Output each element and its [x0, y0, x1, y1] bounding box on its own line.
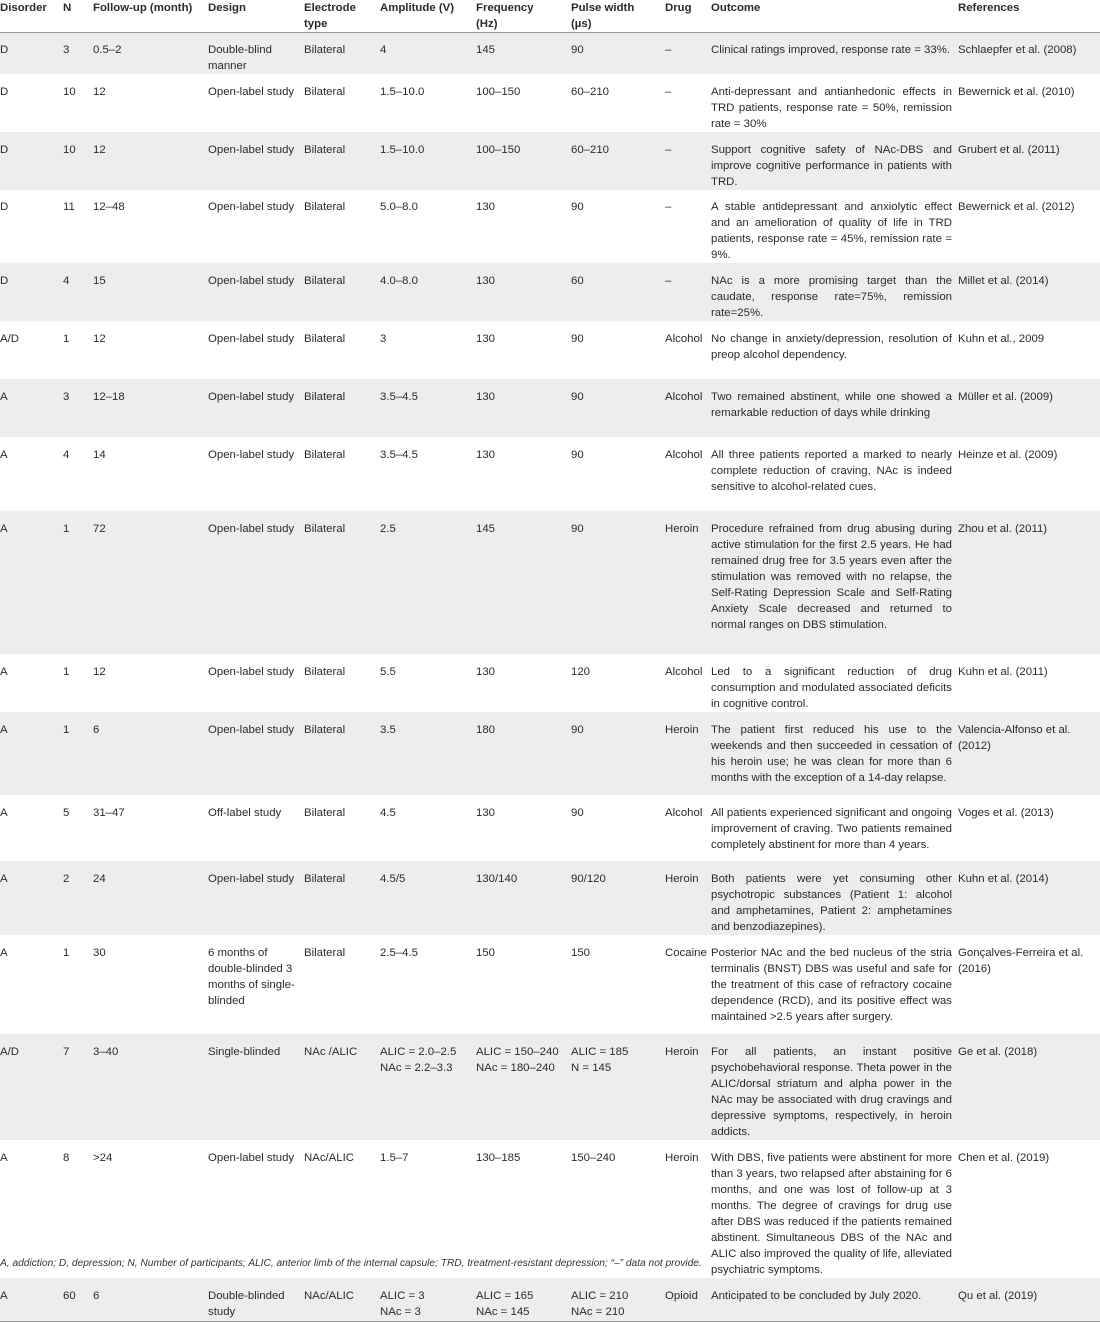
cell-frequency: 130–185: [476, 1140, 571, 1278]
cell-drug: Alcohol: [665, 379, 711, 437]
cell-frequency: 100–150: [476, 132, 571, 190]
cell-disorder: A: [0, 379, 63, 437]
cell-n: 5: [63, 795, 93, 861]
cell-design: Open-label study: [208, 74, 304, 132]
cell-followup: 12–18: [93, 379, 208, 437]
cell-pulse-width: 60–210: [571, 132, 665, 190]
cell-design: Open-label study: [208, 437, 304, 511]
cell-reference: Zhou et al. (2011): [958, 511, 1100, 654]
cell-reference: Bewernick et al. (2012): [958, 190, 1100, 263]
cell-outcome: All patients experienced significant and ongoing improvement of craving. Two patients remained completely abstinent for more than 4 years.: [711, 795, 958, 861]
table-row: [0, 379, 1100, 437]
table-row: [0, 263, 1100, 321]
cell-line: ALIC = 185: [571, 1046, 629, 1058]
cell-n: 3: [63, 33, 93, 75]
cell-line: ALIC = 165: [476, 1290, 534, 1302]
cell-drug: –: [665, 33, 711, 75]
cell-pulse-width: [571, 1034, 665, 1140]
header-followup: Follow-up (month): [93, 0, 208, 33]
cell-disorder: D: [0, 190, 63, 263]
cell-design: Open-label study: [208, 511, 304, 654]
cell-frequency: 150: [476, 935, 571, 1034]
cell-disorder: A: [0, 1140, 63, 1278]
cell-pulse-width: 90: [571, 321, 665, 379]
cell-design: Open-label study: [208, 654, 304, 712]
cell-reference: Gonçalves-Ferreira et al. (2016): [958, 935, 1100, 1034]
cell-pulse-width: 90: [571, 712, 665, 795]
cell-outcome: Posterior NAc and the bed nucleus of the stria terminalis (BNST) DBS was useful and safe for the treatment of this case of refractory cocaine dependence (RCD), and its positive effect was maintained >2.5 years after surgery.: [711, 935, 958, 1034]
cell-pulse-width: 150: [571, 935, 665, 1034]
header-frequency: Frequency (Hz): [476, 0, 571, 33]
cell-amplitude: [380, 1278, 476, 1321]
cell-drug: –: [665, 132, 711, 190]
cell-followup: 14: [93, 437, 208, 511]
cell-line: ALIC = 2.0–2.5: [380, 1046, 457, 1058]
cell-electrode: NAc/ALIC: [304, 1278, 380, 1321]
cell-outcome: Clinical ratings improved, response rate = 33%.: [711, 33, 958, 75]
cell-drug: Alcohol: [665, 795, 711, 861]
cell-line: NAc = 3: [380, 1306, 421, 1318]
cell-n: 10: [63, 132, 93, 190]
cell-drug: Heroin: [665, 861, 711, 935]
cell-n: 1: [63, 654, 93, 712]
cell-drug: –: [665, 74, 711, 132]
cell-outcome: The patient first reduced his use to the weekends and then succeeded in cessation of his heroin use; he was clean for more than 6 months with the exception of a 14-day relapse.: [711, 712, 958, 795]
cell-outcome: NAc is a more promising target than the caudate, response rate=75%, remission rate=25%.: [711, 263, 958, 321]
cell-pulse-width: 90: [571, 33, 665, 75]
cell-outcome: A stable antidepressant and anxiolytic effect and an amelioration of quality of life in TRD patients, response rate = 45%, remission rate = 9%.: [711, 190, 958, 263]
table-row: [0, 1034, 1100, 1140]
cell-followup: 3–40: [93, 1034, 208, 1140]
cell-line: NAc = 180–240: [476, 1062, 555, 1074]
cell-drug: Alcohol: [665, 437, 711, 511]
table-row: [0, 861, 1100, 935]
cell-frequency: 145: [476, 33, 571, 75]
cell-reference: Schlaepfer et al. (2008): [958, 33, 1100, 75]
table-footnote: A, addiction; D, depression; N, Number of participants; ALIC, anterior limb of the internal capsule; TRD, treatment-resistant depression; “–” data not provide.: [0, 1258, 702, 1269]
cell-drug: –: [665, 263, 711, 321]
cell-n: 10: [63, 74, 93, 132]
cell-disorder: A: [0, 712, 63, 795]
cell-frequency: 130: [476, 437, 571, 511]
cell-n: 1: [63, 935, 93, 1034]
cell-design: Open-label study: [208, 190, 304, 263]
table-row: [0, 1278, 1100, 1321]
cell-amplitude: 3: [380, 321, 476, 379]
cell-drug: Heroin: [665, 511, 711, 654]
cell-electrode: Bilateral: [304, 935, 380, 1034]
cell-frequency: [476, 1034, 571, 1140]
cell-pulse-width: 120: [571, 654, 665, 712]
cell-line: NAc = 2.2–3.3: [380, 1062, 453, 1074]
cell-drug: Heroin: [665, 1140, 711, 1278]
cell-electrode: NAc/ALIC: [304, 1140, 380, 1278]
cell-outcome: Two remained abstinent, while one showed a remarkable reduction of days while drinking: [711, 379, 958, 437]
cell-outcome: Support cognitive safety of NAc-DBS and improve cognitive performance in patients with TRD.: [711, 132, 958, 190]
cell-drug: Cocaine: [665, 935, 711, 1034]
cell-amplitude: 1.5–7: [380, 1140, 476, 1278]
cell-design: Open-label study: [208, 132, 304, 190]
cell-amplitude: 5.5: [380, 654, 476, 712]
cell-outcome: With DBS, five patients were abstinent for more than 3 years, two relapsed after abstaining for 6 months, and one was lost of follow-up at 3 months. The degree of cravings for drug use after DBS was reduced if the patients remained abstinent. Simultaneous DBS of the NAc and ALIC also improved the quality of life, alleviated psychiatric symptoms.: [711, 1140, 958, 1278]
header-design: Design: [208, 0, 304, 33]
cell-outcome: For all patients, an instant positive psychobehavioral response. Theta power in the ALIC/dorsal striatum and alpha power in the NAc may be associated with drug cravings and depressive symptoms, respectively, in heroin addicts.: [711, 1034, 958, 1140]
cell-frequency: [476, 1278, 571, 1321]
cell-frequency: 145: [476, 511, 571, 654]
header-references: References: [958, 0, 1100, 33]
cell-design: Open-label study: [208, 263, 304, 321]
header-amplitude: Amplitude (V): [380, 0, 476, 33]
cell-followup: 6: [93, 712, 208, 795]
cell-amplitude: [380, 1034, 476, 1140]
cell-frequency: 130/140: [476, 861, 571, 935]
cell-amplitude: 3.5: [380, 712, 476, 795]
cell-n: 4: [63, 437, 93, 511]
cell-line: ALIC = 150–240: [476, 1046, 559, 1058]
cell-amplitude: 1.5–10.0: [380, 132, 476, 190]
cell-electrode: Bilateral: [304, 321, 380, 379]
table-row: [0, 437, 1100, 511]
cell-followup: 12: [93, 74, 208, 132]
cell-disorder: A: [0, 437, 63, 511]
cell-design: Double-blind manner: [208, 33, 304, 75]
cell-frequency: 130: [476, 263, 571, 321]
cell-electrode: Bilateral: [304, 511, 380, 654]
cell-design: Off-label study: [208, 795, 304, 861]
cell-pulse-width: [571, 1278, 665, 1321]
cell-design: Open-label study: [208, 1140, 304, 1278]
cell-line: ALIC = 210: [571, 1290, 629, 1302]
header-drug: Drug: [665, 0, 711, 33]
cell-electrode: Bilateral: [304, 263, 380, 321]
cell-followup: 12: [93, 321, 208, 379]
header-electrode: Electrode type: [304, 0, 380, 33]
cell-followup: 6: [93, 1278, 208, 1321]
cell-design: Open-label study: [208, 861, 304, 935]
cell-design: 6 months of double-blinded 3 months of single-blinded: [208, 935, 304, 1034]
cell-line: ALIC = 3: [380, 1290, 425, 1302]
cell-pulse-width: 60: [571, 263, 665, 321]
cell-outcome: Anticipated to be concluded by July 2020.: [711, 1278, 958, 1321]
cell-reference: Kuhn et al. (2014): [958, 861, 1100, 935]
cell-outcome: Both patients were yet consuming other psychotropic substances (Patient 1: alcohol and amphetamines, Patient 2: amphetamines and benzodiazepines).: [711, 861, 958, 935]
cell-electrode: NAc /ALIC: [304, 1034, 380, 1140]
cell-pulse-width: 60–210: [571, 74, 665, 132]
cell-disorder: A: [0, 935, 63, 1034]
cell-followup: 31–47: [93, 795, 208, 861]
cell-electrode: Bilateral: [304, 132, 380, 190]
cell-pulse-width: 90: [571, 379, 665, 437]
cell-followup: 0.5–2: [93, 33, 208, 75]
cell-reference: Müller et al. (2009): [958, 379, 1100, 437]
cell-n: 11: [63, 190, 93, 263]
cell-amplitude: 3.5–4.5: [380, 379, 476, 437]
cell-pulse-width: 90: [571, 437, 665, 511]
cell-n: 60: [63, 1278, 93, 1321]
table-row: [0, 321, 1100, 379]
cell-drug: Heroin: [665, 712, 711, 795]
cell-design: Open-label study: [208, 379, 304, 437]
cell-pulse-width: 90: [571, 511, 665, 654]
cell-pulse-width: 150–240: [571, 1140, 665, 1278]
cell-drug: Alcohol: [665, 654, 711, 712]
cell-electrode: Bilateral: [304, 74, 380, 132]
header-n: N: [63, 0, 93, 33]
cell-reference: Chen et al. (2019): [958, 1140, 1100, 1278]
cell-n: 1: [63, 712, 93, 795]
cell-followup: 24: [93, 861, 208, 935]
cell-n: 2: [63, 861, 93, 935]
cell-disorder: D: [0, 263, 63, 321]
cell-design: Single-blinded: [208, 1034, 304, 1140]
cell-outcome: Anti-depressant and antianhedonic effects in TRD patients, response rate = 50%, remission rate = 30%: [711, 74, 958, 132]
table-row: [0, 654, 1100, 712]
cell-disorder: A/D: [0, 1034, 63, 1140]
cell-reference: Voges et al. (2013): [958, 795, 1100, 861]
cell-frequency: 180: [476, 712, 571, 795]
cell-amplitude: 2.5–4.5: [380, 935, 476, 1034]
cell-frequency: 130: [476, 795, 571, 861]
cell-frequency: 130: [476, 321, 571, 379]
cell-electrode: Bilateral: [304, 379, 380, 437]
cell-electrode: Bilateral: [304, 190, 380, 263]
cell-design: Open-label study: [208, 321, 304, 379]
cell-disorder: A: [0, 511, 63, 654]
table-row: [0, 795, 1100, 861]
cell-followup: 30: [93, 935, 208, 1034]
cell-pulse-width: 90: [571, 190, 665, 263]
cell-n: 1: [63, 511, 93, 654]
table-row: [0, 511, 1100, 654]
cell-frequency: 130: [476, 379, 571, 437]
cell-amplitude: 4: [380, 33, 476, 75]
cell-disorder: D: [0, 132, 63, 190]
table-row: [0, 190, 1100, 263]
cell-disorder: D: [0, 33, 63, 75]
cell-electrode: Bilateral: [304, 654, 380, 712]
cell-n: 4: [63, 263, 93, 321]
cell-followup: >24: [93, 1140, 208, 1278]
cell-electrode: Bilateral: [304, 437, 380, 511]
cell-outcome: Led to a significant reduction of drug consumption and modulated associated deficits in cognitive control.: [711, 654, 958, 712]
cell-outcome: No change in anxiety/depression, resolution of preop alcohol dependency.: [711, 321, 958, 379]
table-header-row: [0, 0, 1100, 33]
cell-frequency: 100–150: [476, 74, 571, 132]
cell-drug: Opioid: [665, 1278, 711, 1321]
table-row: [0, 74, 1100, 132]
cell-followup: 12: [93, 654, 208, 712]
cell-disorder: A/D: [0, 321, 63, 379]
cell-reference: Bewernick et al. (2010): [958, 74, 1100, 132]
table-row: [0, 712, 1100, 795]
cell-drug: Alcohol: [665, 321, 711, 379]
cell-reference: Heinze et al. (2009): [958, 437, 1100, 511]
cell-disorder: A: [0, 795, 63, 861]
cell-amplitude: 4.0–8.0: [380, 263, 476, 321]
cell-disorder: D: [0, 74, 63, 132]
cell-pulse-width: 90/120: [571, 861, 665, 935]
cell-disorder: A: [0, 654, 63, 712]
cell-reference: Kuhn et al., 2009: [958, 321, 1100, 379]
header-outcome: Outcome: [711, 0, 958, 33]
cell-line: NAc = 145: [476, 1306, 530, 1318]
cell-n: 3: [63, 379, 93, 437]
cell-reference: Kuhn et al. (2011): [958, 654, 1100, 712]
cell-followup: 15: [93, 263, 208, 321]
cell-electrode: Bilateral: [304, 33, 380, 75]
cell-followup: 12–48: [93, 190, 208, 263]
cell-electrode: Bilateral: [304, 712, 380, 795]
cell-n: 8: [63, 1140, 93, 1278]
cell-frequency: 130: [476, 190, 571, 263]
cell-amplitude: 4.5: [380, 795, 476, 861]
cell-reference: Ge et al. (2018): [958, 1034, 1100, 1140]
cell-amplitude: 1.5–10.0: [380, 74, 476, 132]
cell-reference: Valencia-Alfonso et al. (2012): [958, 712, 1100, 795]
cell-followup: 12: [93, 132, 208, 190]
cell-reference: Qu et al. (2019): [958, 1278, 1100, 1321]
cell-outcome: All three patients reported a marked to nearly complete reduction of craving, NAc is indeed sensitive to alcohol-related cues.: [711, 437, 958, 511]
cell-drug: Heroin: [665, 1034, 711, 1140]
cell-electrode: Bilateral: [304, 795, 380, 861]
table-row: [0, 33, 1100, 75]
cell-followup: 72: [93, 511, 208, 654]
cell-amplitude: 5.0–8.0: [380, 190, 476, 263]
cell-pulse-width: 90: [571, 795, 665, 861]
table-row: [0, 132, 1100, 190]
cell-outcome: Procedure refrained from drug abusing during active stimulation for the first 2.5 years. He had remained drug free for 3.5 years even after the stimulation was removed with no relapse, the Self-Rating Depression Scale and Self-Rating Anxiety Scale decreased and returned to normal ranges on DBS stimulation.: [711, 511, 958, 654]
table-row: [0, 935, 1100, 1034]
cell-n: 1: [63, 321, 93, 379]
cell-amplitude: 3.5–4.5: [380, 437, 476, 511]
cell-amplitude: 4.5/5: [380, 861, 476, 935]
cell-reference: Millet et al. (2014): [958, 263, 1100, 321]
cell-n: 7: [63, 1034, 93, 1140]
cell-line: N = 145: [571, 1062, 612, 1074]
cell-amplitude: 2.5: [380, 511, 476, 654]
header-pulse-width: Pulse width (µs): [571, 0, 665, 33]
cell-frequency: 130: [476, 654, 571, 712]
header-disorder: Disorder: [0, 0, 63, 33]
cell-design: Double-blinded study: [208, 1278, 304, 1321]
cell-disorder: A: [0, 1278, 63, 1321]
cell-design: Open-label study: [208, 712, 304, 795]
cell-electrode: Bilateral: [304, 861, 380, 935]
cell-disorder: A: [0, 861, 63, 935]
cell-drug: –: [665, 190, 711, 263]
cell-line: NAc = 210: [571, 1306, 625, 1318]
cell-reference: Grubert et al. (2011): [958, 132, 1100, 190]
